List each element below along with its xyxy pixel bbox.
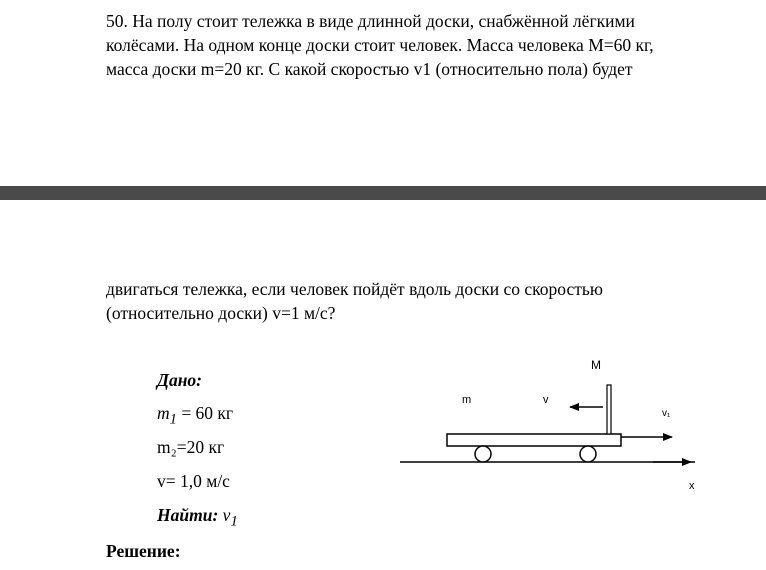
wheel-right <box>580 446 596 462</box>
cart-figure <box>395 350 715 495</box>
person-marker <box>607 385 611 434</box>
label-v: v <box>543 394 549 406</box>
problem-line-2: колёсами. На одном конце доски стоит человек. Масса человека М=60 кг, <box>106 35 654 55</box>
cart-board <box>447 434 621 446</box>
label-M: M <box>591 358 601 372</box>
label-v1: v₁ <box>662 408 671 419</box>
wheel-left <box>475 446 491 462</box>
problem-text-part2 <box>106 277 746 325</box>
given-m2: m₂=20 кг <box>157 437 225 457</box>
solution-heading: Решение: <box>106 541 181 561</box>
find-label: Найти: <box>157 505 219 525</box>
problem-line-1: 50. На полу стоит тележка в виде длинной доски, снабжённой лёгкими <box>106 11 635 31</box>
problem-text-part1 <box>106 9 746 81</box>
m1-subscript: 1 <box>169 411 177 428</box>
given-find <box>157 505 238 531</box>
problem-line-5: (относительно доски) v=1 м/с? <box>106 303 336 323</box>
label-m: m <box>462 394 472 406</box>
given-v: v= 1,0 м/с <box>157 471 230 491</box>
m1-symbol: m <box>157 403 170 423</box>
page-divider <box>0 186 766 200</box>
m1-value: = 60 кг <box>176 403 234 423</box>
label-x: x <box>689 480 695 492</box>
problem-line-4: двигаться тележка, если человек пойдёт вдоль доски со скоростью <box>106 279 603 299</box>
problem-line-3: масса доски m=20 кг. С какой скоростью v1 (относительно пола) будет <box>106 59 633 79</box>
given-heading: Дано: <box>157 370 202 390</box>
find-subscript: 1 <box>230 513 238 530</box>
find-symbol: v <box>218 505 231 525</box>
given-m1 <box>157 403 233 429</box>
